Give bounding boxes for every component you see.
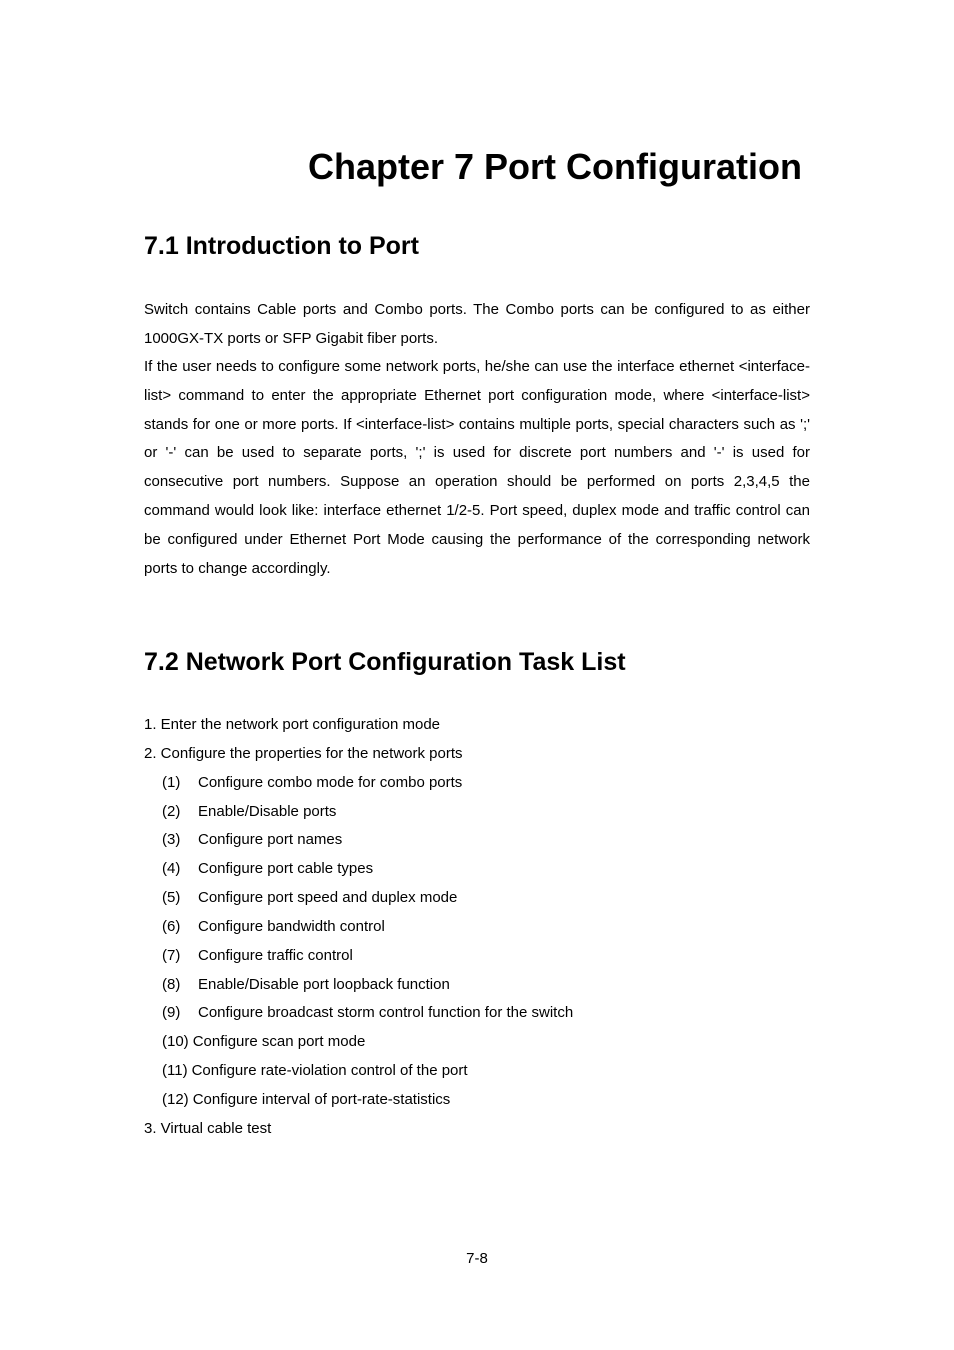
sub-task-text: Configure bandwidth control — [198, 917, 385, 935]
page-number: 7-8 — [466, 1250, 488, 1267]
sub-task-text: Configure combo mode for combo ports — [198, 773, 463, 791]
sub-task-number: (2) — [162, 802, 181, 820]
chapter-title: Chapter 7 Port Configuration — [308, 146, 802, 187]
sub-task-item — [144, 1086, 573, 1115]
sub-task-number: (7) — [162, 946, 181, 964]
sub-task-number: (1) — [162, 773, 181, 791]
sub-task-number: (4) — [162, 860, 181, 878]
sub-task-item — [144, 826, 573, 855]
sub-task-item — [144, 855, 573, 884]
sub-task-item — [144, 884, 573, 913]
sub-task-text: Configure scan port mode — [192, 1033, 366, 1051]
sub-task-number: (9) — [162, 1004, 181, 1022]
task-list — [144, 711, 573, 1144]
sub-task-item — [144, 798, 573, 827]
sub-task-number: (6) — [162, 917, 181, 935]
sub-task-number: (5) — [162, 889, 181, 907]
task-item-3: 3. Virtual cable test — [144, 1119, 272, 1137]
sub-task-text: Configure port cable types — [198, 860, 374, 878]
section-heading-task-list: 7.2 Network Port Configuration Task List — [144, 648, 626, 676]
sub-task-text: Enable/Disable port loopback function — [198, 975, 450, 993]
intro-paragraph-1: Switch contains Cable ports and Combo ports. The Combo ports can be configured to as either 1000GX-TX ports or SFP Gigabit fiber ports. — [144, 301, 810, 347]
sub-task-number: (8) — [162, 975, 181, 993]
sub-task-item — [144, 913, 573, 942]
section-heading-intro: 7.1 Introduction to Port — [144, 232, 419, 260]
task-item-2: 2. Configure the properties for the network ports — [144, 744, 463, 762]
sub-task-item — [144, 1057, 573, 1086]
sub-task-number: (3) — [162, 831, 181, 849]
sub-task-text: Configure port speed and duplex mode — [198, 889, 458, 907]
sub-task-item — [144, 1028, 573, 1057]
intro-paragraph-2: If the user needs to configure some network ports, he/she can use the interface ethernet <interface-list> command to enter the appropriate Ethernet port configuration mode, where <interface-list> stands for one or more ports. If <interface-list> contains multiple ports, special characters such as ';' or '-' can be used to separate ports, ';' is used for discrete port numbers and '-' is used for consecutive port numbers. Suppose an operation should be performed on ports 2,3,4,5 the command would look like: interface ethernet 1/2-5. Port speed, duplex mode and traffic control can be configured under Ethernet Port Mode causing the performance of the corresponding network ports to change accordingly. — [144, 358, 810, 577]
task-item-1: 1. Enter the network port configuration mode — [144, 716, 441, 733]
sub-task-number: (12) — [162, 1090, 189, 1108]
sub-task-item — [144, 999, 573, 1028]
sub-task-item — [144, 769, 573, 798]
sub-task-item — [144, 971, 573, 1000]
sub-task-text: Configure broadcast storm control function for the switch — [198, 1004, 574, 1022]
sub-task-text: Enable/Disable ports — [198, 802, 337, 820]
sub-task-number: (11) — [162, 1062, 188, 1080]
sub-task-text: Configure rate-violation control of the port — [191, 1062, 468, 1080]
sub-task-number: (10) — [162, 1033, 189, 1051]
sub-task-text: Configure interval of port-rate-statistics — [192, 1090, 451, 1108]
sub-task-text: Configure traffic control — [198, 946, 353, 964]
sub-task-text: Configure port names — [198, 831, 343, 849]
sub-task-item — [144, 942, 573, 971]
